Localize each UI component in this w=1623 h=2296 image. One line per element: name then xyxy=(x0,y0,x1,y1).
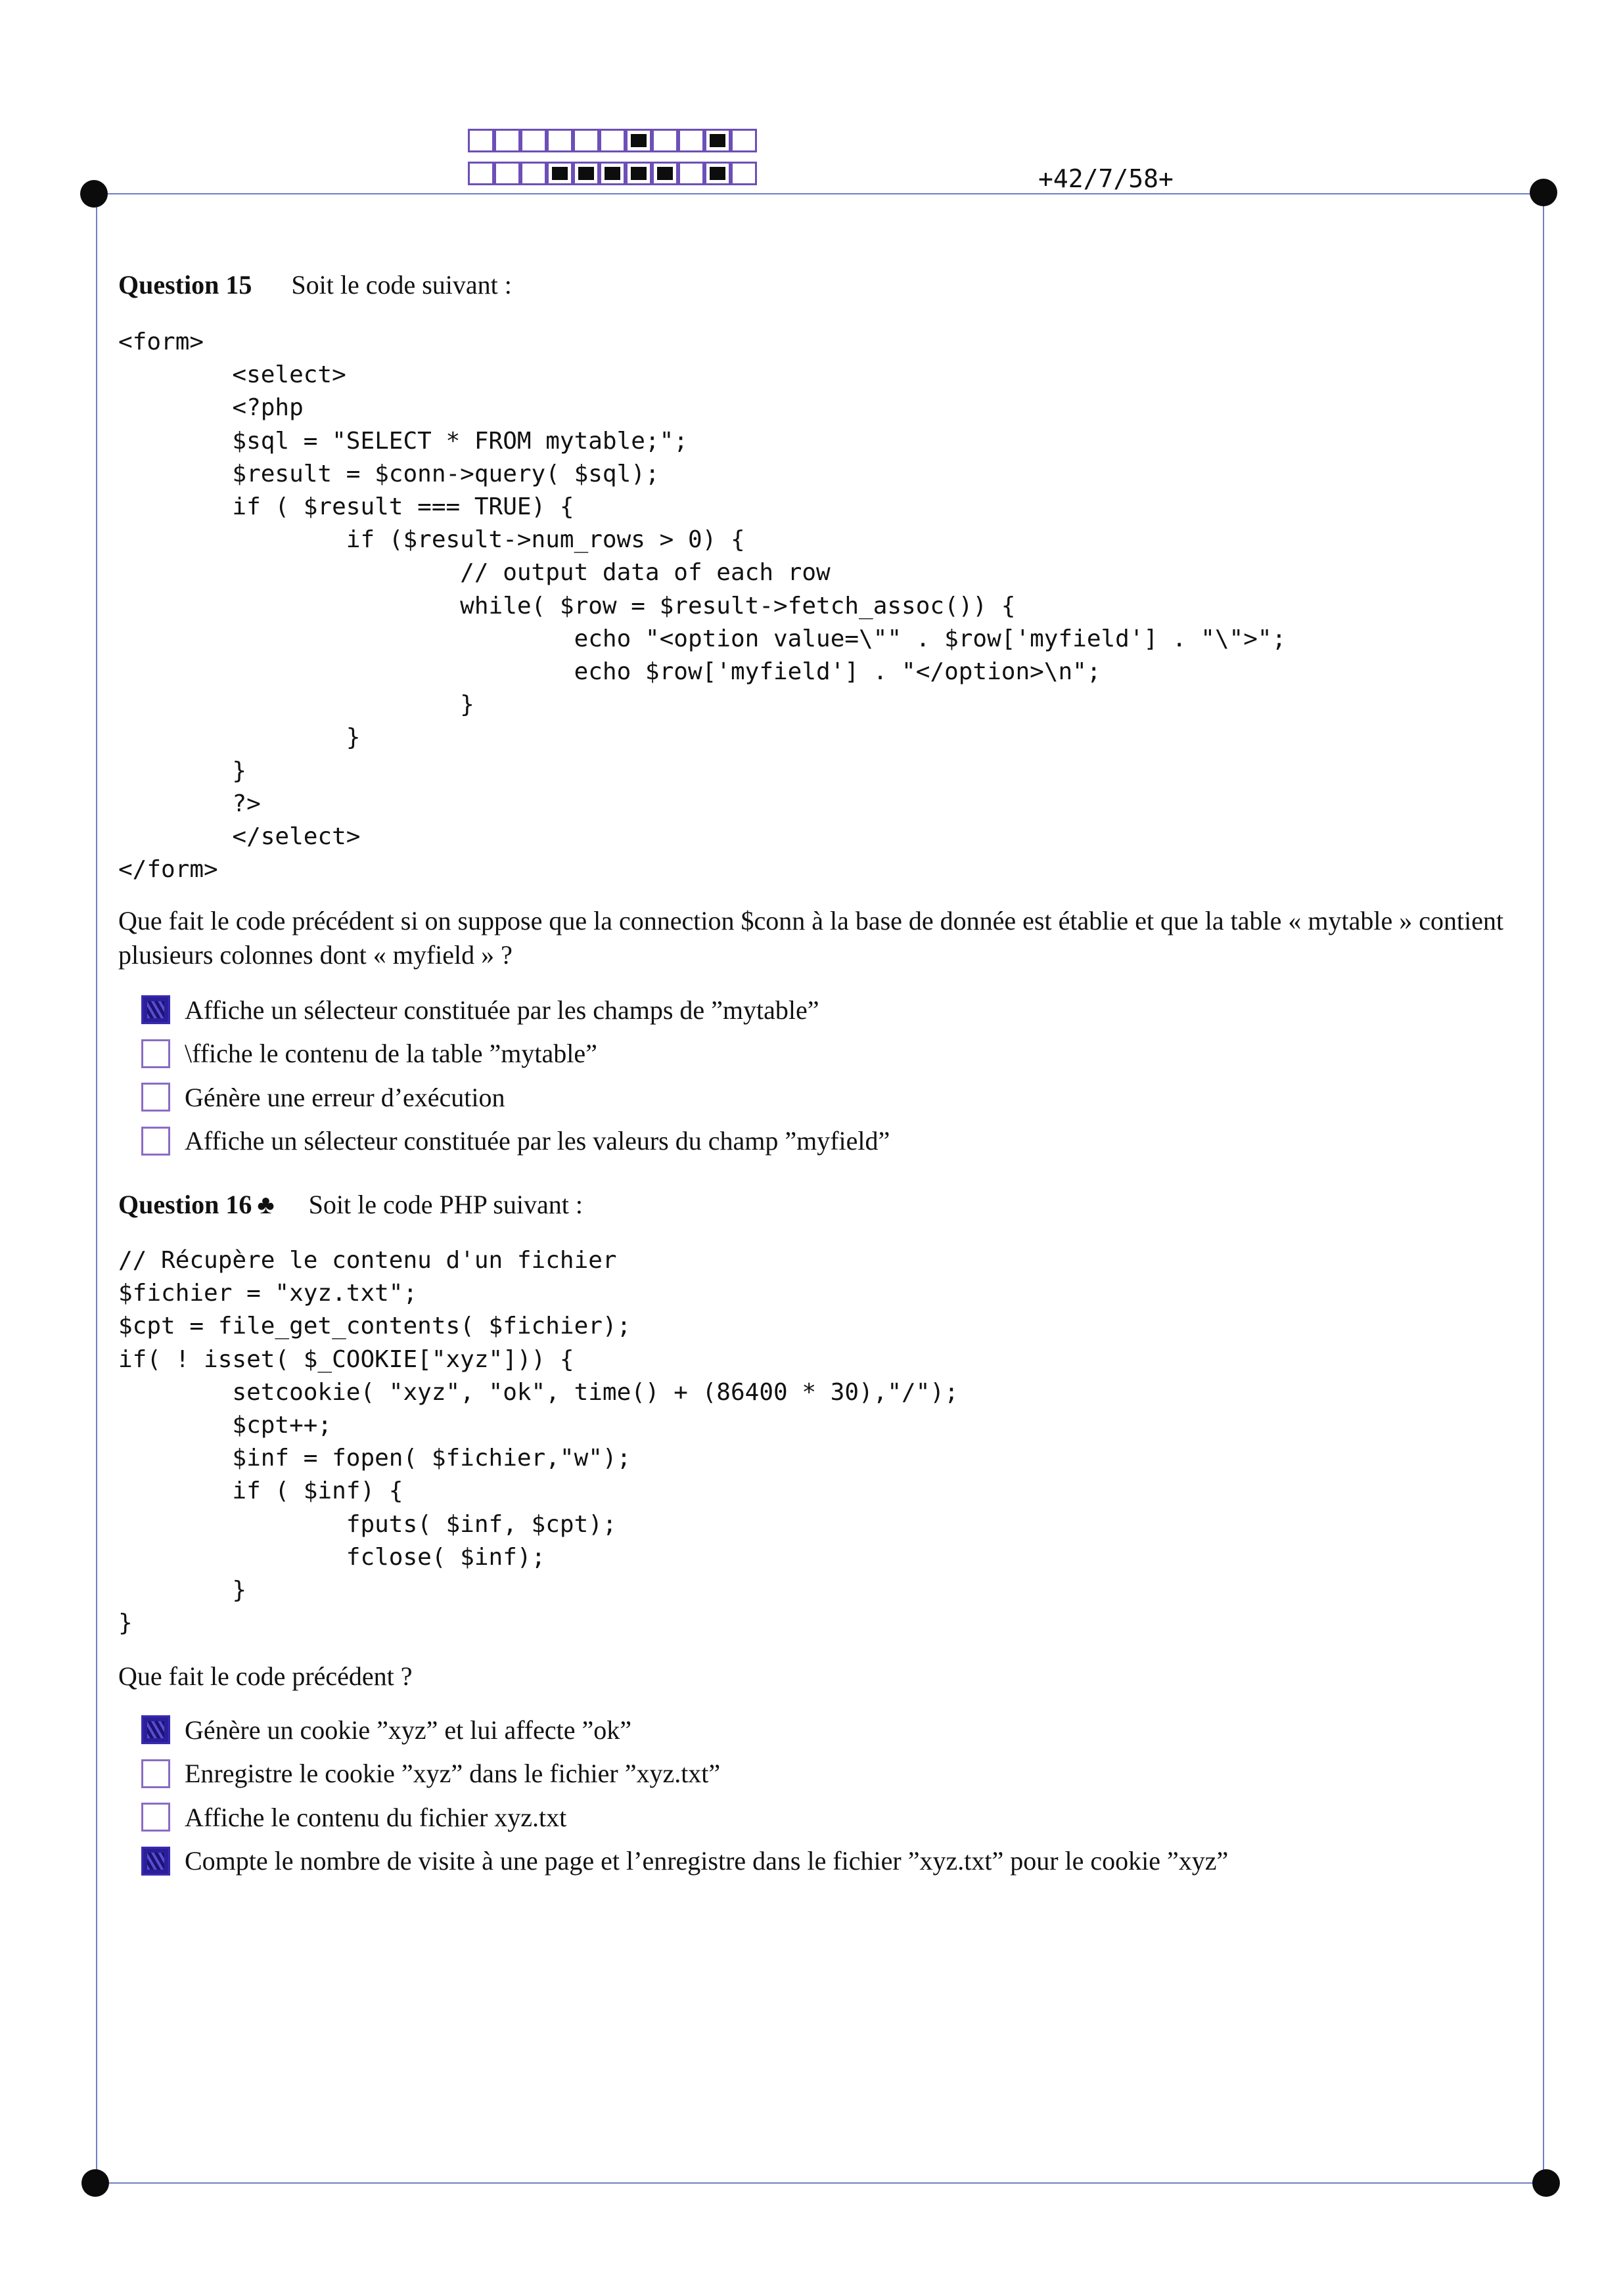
question-15-code: <form> <select> <?php $sql = "SELECT * FROM mytable;"; $result = $conn->query( $sql); if ( $result === TRUE) { if ($result->num_rows > 0) { // output data of each row while( $row = $result->fetch_assoc()) { echo "<option value=\"" . $row['myfield'] . "\">"; echo $row['myfield'] . "</option>\n"; } } } ?> </select> </form> xyxy=(118,328,1287,884)
corner-mark-bottom-left xyxy=(81,2169,109,2197)
question-number: Question 15 xyxy=(118,270,252,300)
answer-checkbox[interactable] xyxy=(141,1127,170,1156)
frame-bottom xyxy=(93,2182,1545,2184)
barcode-cell xyxy=(599,162,626,185)
question-16-code: // Récupère le contenu d'un fichier $fichier = "xyz.txt"; $cpt = file_get_contents( $fichier); if( ! isset( $_COOKIE["xyz"])) { setcookie( "xyz", "ok", time() + (86400 * 30),"/"); $cpt++; $inf = fopen( $fichier,"w"); if ( $inf) { fputs( $inf, $cpt); fclose( $inf); } } xyxy=(118,1247,959,1637)
question-number: Question 16 xyxy=(118,1190,252,1219)
barcode-row-bottom xyxy=(468,162,757,185)
answer-option[interactable] xyxy=(141,1795,1228,1839)
answer-checkbox[interactable] xyxy=(141,1039,170,1068)
frame-left xyxy=(96,193,97,2184)
answer-option[interactable] xyxy=(141,1839,1228,1883)
corner-mark-bottom-right xyxy=(1532,2169,1560,2197)
question-15-answers xyxy=(141,988,890,1163)
page-code: +42/7/58+ xyxy=(1038,164,1174,193)
barcode-cell xyxy=(573,162,599,185)
answer-label: Affiche un sélecteur constituée par les champs de ”mytable” xyxy=(185,995,819,1025)
answer-option[interactable] xyxy=(141,988,890,1032)
answer-label: Compte le nombre de visite à une page et l’enregistre dans le fichier ”xyz.txt” pour le cookie ”xyz” xyxy=(185,1846,1229,1876)
answer-checkbox[interactable] xyxy=(141,1847,170,1876)
barcode-cell xyxy=(520,129,547,152)
barcode-cell xyxy=(494,162,520,185)
barcode-cell xyxy=(626,162,652,185)
question-16-header xyxy=(118,1189,583,1220)
question-16-answers xyxy=(141,1708,1228,1883)
answer-label: Génère une erreur d’exécution xyxy=(185,1082,505,1112)
barcode-cell xyxy=(704,162,731,185)
barcode-cell xyxy=(494,129,520,152)
answer-checkbox[interactable] xyxy=(141,1715,170,1744)
barcode-cell xyxy=(547,162,573,185)
answer-checkbox[interactable] xyxy=(141,1083,170,1112)
corner-mark-top-left xyxy=(80,180,108,208)
barcode-cell xyxy=(731,129,757,152)
answer-label: Affiche le contenu du fichier xyz.txt xyxy=(185,1802,567,1832)
barcode-cell xyxy=(652,162,678,185)
answer-checkbox[interactable] xyxy=(141,995,170,1024)
answer-option[interactable] xyxy=(141,1752,1228,1796)
frame-top xyxy=(93,193,1545,194)
barcode-cell xyxy=(678,129,704,152)
barcode-cell xyxy=(468,162,494,185)
question-intro: Soit le code suivant : xyxy=(291,270,512,300)
club-icon: ♣ xyxy=(257,1190,275,1219)
answer-label: \ffiche le contenu de la table ”mytable” xyxy=(185,1039,597,1069)
barcode-row-top xyxy=(468,129,757,152)
question-16-prompt: Que fait le code précédent ? xyxy=(118,1661,413,1691)
corner-mark-top-right xyxy=(1530,179,1557,206)
answer-option[interactable] xyxy=(141,1119,890,1163)
answer-label: Enregistre le cookie ”xyz” dans le fichier ”xyz.txt” xyxy=(185,1759,721,1789)
answer-label: Affiche un sélecteur constituée par les valeurs du champ ”myfield” xyxy=(185,1126,890,1156)
question-intro: Soit le code PHP suivant : xyxy=(308,1190,583,1219)
answer-option[interactable] xyxy=(141,1075,890,1119)
barcode-cell xyxy=(704,129,731,152)
barcode-cell xyxy=(731,162,757,185)
barcode-cell xyxy=(626,129,652,152)
question-15-header xyxy=(118,269,512,300)
question-15-prompt: Que fait le code précédent si on suppose que la connection $conn à la base de donnée est établie et que la table « mytable » contient plusieurs colonnes dont « myfield » ? xyxy=(118,906,1504,970)
barcode-cell xyxy=(599,129,626,152)
answer-label: Génère un cookie ”xyz” et lui affecte ”ok” xyxy=(185,1715,631,1745)
frame-right xyxy=(1543,193,1544,2184)
barcode-cell xyxy=(468,129,494,152)
barcode-cell xyxy=(652,129,678,152)
answer-option[interactable] xyxy=(141,1708,1228,1752)
answer-checkbox[interactable] xyxy=(141,1759,170,1788)
barcode-cell xyxy=(547,129,573,152)
barcode-cell xyxy=(573,129,599,152)
barcode-cell xyxy=(520,162,547,185)
barcode-cell xyxy=(678,162,704,185)
answer-checkbox[interactable] xyxy=(141,1803,170,1832)
answer-option[interactable] xyxy=(141,1032,890,1076)
